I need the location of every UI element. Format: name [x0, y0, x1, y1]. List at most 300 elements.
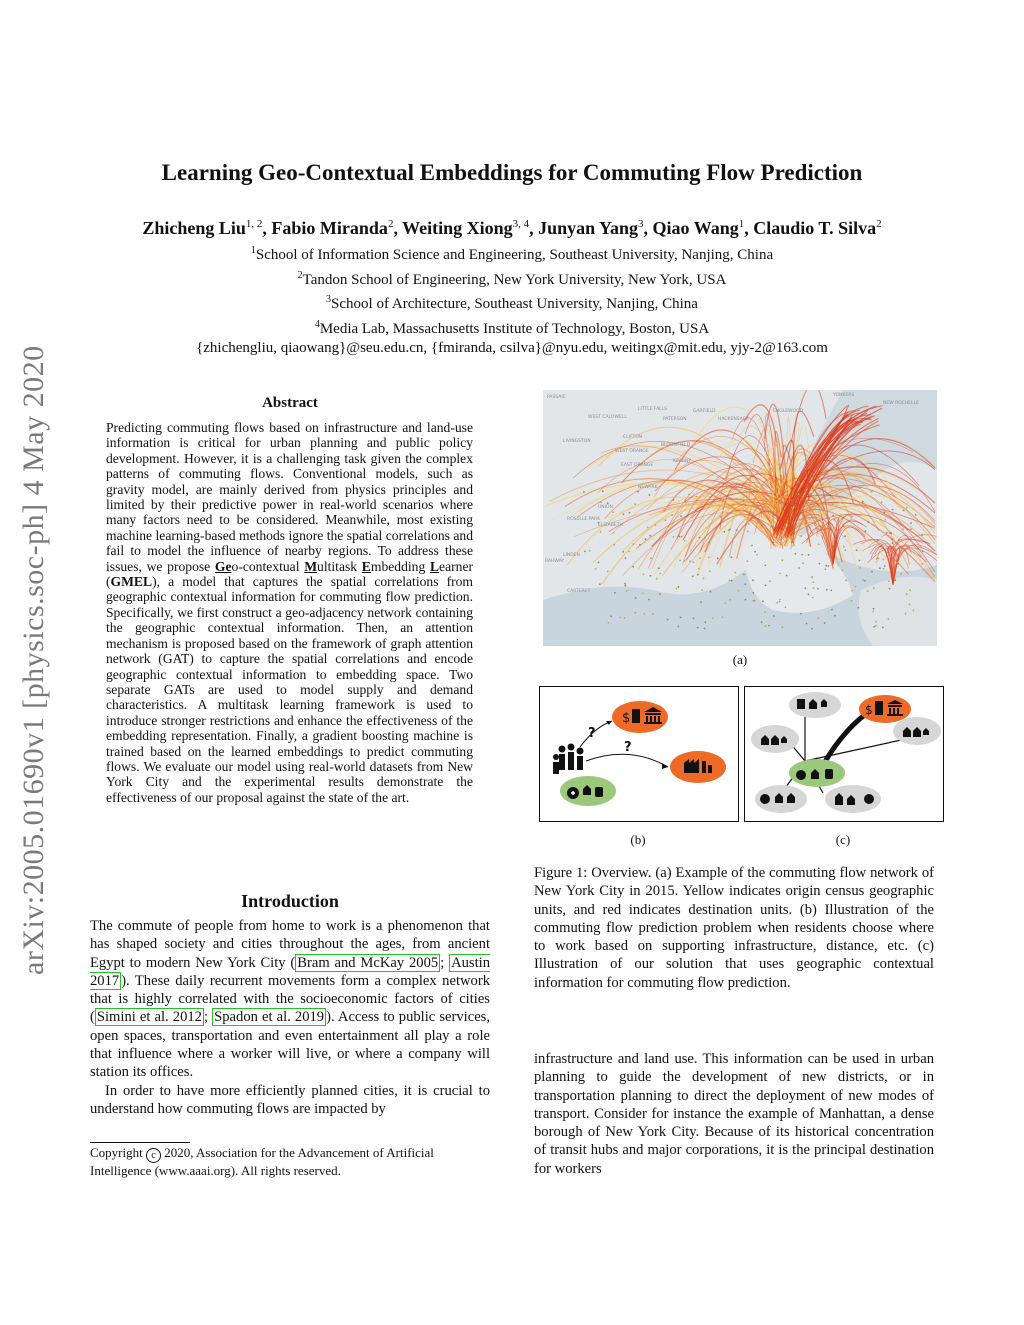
- census-unit-dot: [736, 529, 738, 531]
- census-unit-dot: [842, 502, 844, 504]
- census-unit-dot: [872, 611, 874, 613]
- census-unit-dot: [753, 600, 755, 602]
- census-unit-dot: [634, 503, 636, 505]
- census-unit-dot: [875, 621, 877, 623]
- census-unit-dot: [844, 549, 846, 551]
- census-unit-dot: [888, 552, 890, 554]
- census-unit-dot: [643, 574, 645, 576]
- map-place-label: CLIFTON: [623, 435, 643, 440]
- census-unit-dot: [879, 567, 881, 569]
- intro-text-part: ). These daily recurrent movements form a complex network that is highly correlated with the socioeconomic factors of cities (: [90, 972, 490, 1026]
- census-unit-dot: [867, 590, 869, 592]
- census-unit-dot: [888, 580, 890, 582]
- census-unit-dot: [613, 532, 615, 534]
- author-name: Qiao Wang: [652, 218, 739, 238]
- census-unit-dot: [607, 571, 609, 573]
- census-unit-dot: [877, 540, 879, 542]
- model-acronym: GMEL: [110, 574, 153, 590]
- census-unit-dot: [745, 504, 747, 506]
- census-unit-dot: [608, 622, 610, 624]
- census-unit-dot: [642, 592, 644, 594]
- census-unit-dot: [881, 501, 883, 503]
- census-unit-dot: [873, 608, 875, 610]
- census-unit-dot: [817, 588, 819, 590]
- map-place-label: UNION: [598, 505, 613, 510]
- census-unit-dot: [700, 601, 702, 603]
- census-unit-dot: [652, 613, 654, 615]
- census-unit-dot: [748, 523, 750, 525]
- hospital-icon: [796, 770, 806, 780]
- census-unit-dot: [689, 561, 691, 563]
- affiliation-text: School of Architecture, Southeast University, Nanjing, China: [331, 296, 698, 312]
- census-unit-dot: [658, 567, 660, 569]
- right-column-text: infrastructure and land use. This information can be used in urban planning to guide the development of new districts, or in transportation planning to direct the deployment of new modes of transport. Consider for instance the example of Manhattan, a dense borough of New York City. Because of its historical concentration of transit hubs and major corporations, it is the principal destination for workers: [534, 1051, 934, 1177]
- census-unit-dot: [764, 564, 766, 566]
- census-unit-dot: [589, 550, 591, 552]
- census-unit-dot: [756, 554, 758, 556]
- intro-text-part: The commute of people from home to work is a phenomenon that has shaped society and cities throughout the ages, from ancient Egypt to modern New York City (: [90, 918, 490, 971]
- census-unit-dot: [896, 562, 898, 564]
- affiliation-line: [60, 241, 964, 266]
- hospital-icon: [760, 794, 770, 804]
- figure-caption: Figure 1: Overview. (a) Example of the commuting flow network of New York City in 2015. Yellow indicates origin census geographic units, and red indicates destination units. (b) Illustration of the commuting flow prediction problem when residents choose where to work based on supporting infrastructure, distance, etc. (c) Illustration of our solution that uses geographic contextual information for commuting flow prediction.: [534, 865, 934, 991]
- author-affiliation-index: 3: [638, 218, 644, 230]
- census-unit-dot: [859, 567, 861, 569]
- census-unit-dot: [862, 579, 864, 581]
- footnote-divider: [90, 1142, 190, 1143]
- census-unit-dot: [871, 571, 873, 573]
- census-unit-dot: [891, 538, 893, 540]
- census-unit-dot: [583, 491, 585, 493]
- affiliation-line: [60, 266, 964, 291]
- census-unit-dot: [857, 607, 859, 609]
- census-unit-dot: [850, 517, 852, 519]
- intro-text-part: ). Access to public services, open spaces, transportation and even entertainment all play a role that influence where a worker will live, or where a company will station its offices.: [90, 1009, 490, 1081]
- author-affiliation-index: 1, 2: [245, 218, 263, 230]
- census-unit-dot: [781, 501, 783, 503]
- census-unit-dot: [769, 580, 771, 582]
- figure-label-a: (a): [732, 652, 748, 667]
- census-unit-dot: [667, 619, 669, 621]
- census-unit-dot: [902, 528, 904, 530]
- census-unit-dot: [892, 542, 894, 544]
- author-emails: {zhichengliu, qiaowang}@seu.edu.cn, {fmiranda, csilva}@nyu.edu, weitingx@mit.edu, yjy-2@163.com: [196, 340, 828, 356]
- copyright-footnote: [90, 1145, 490, 1179]
- census-unit-dot: [622, 551, 624, 553]
- census-unit-dot: [842, 569, 844, 571]
- census-unit-dot: [768, 625, 770, 627]
- census-unit-dot: [898, 539, 900, 541]
- census-unit-dot: [655, 524, 657, 526]
- citation-link[interactable]: Austin 2017: [90, 954, 491, 989]
- census-unit-dot: [650, 575, 652, 577]
- citation-link[interactable]: Simini et al. 2012: [96, 1009, 202, 1026]
- census-unit-dot: [665, 519, 667, 521]
- affiliation-text: Media Lab, Massachusetts Institute of Technology, Boston, USA: [319, 320, 710, 337]
- census-unit-dot: [829, 518, 831, 520]
- dollar-sign-icon: $: [865, 703, 873, 717]
- census-unit-dot: [792, 541, 794, 543]
- census-unit-dot: [888, 618, 890, 620]
- census-unit-dot: [779, 573, 781, 575]
- census-unit-dot: [614, 592, 616, 594]
- census-unit-dot: [882, 626, 884, 628]
- dollar-sign-icon: $: [622, 711, 631, 726]
- census-unit-dot: [672, 499, 674, 501]
- census-unit-dot: [629, 512, 631, 514]
- census-unit-dot: [921, 563, 923, 565]
- census-unit-dot: [598, 562, 600, 564]
- census-unit-dot: [730, 556, 732, 558]
- census-unit-dot: [851, 600, 853, 602]
- citation-link[interactable]: Bram and McKay 2005: [297, 954, 439, 971]
- census-unit-dot: [873, 587, 875, 589]
- census-unit-dot: [761, 621, 763, 623]
- census-unit-dot: [624, 583, 626, 585]
- census-unit-dot: [765, 584, 767, 586]
- census-unit-dot: [811, 576, 813, 578]
- census-unit-dot: [680, 515, 682, 517]
- census-unit-dot: [851, 590, 853, 592]
- intro-paragraph: In order to have more efficiently planned cities, it is crucial to understand how commuting flows are impacted by: [90, 1082, 490, 1117]
- flow-map-canvas: [543, 390, 937, 646]
- census-unit-dot: [678, 626, 680, 628]
- census-unit-dot: [623, 513, 625, 515]
- census-unit-dot: [897, 563, 899, 565]
- census-unit-dot: [717, 558, 719, 560]
- census-unit-dot: [776, 602, 778, 604]
- census-unit-dot: [882, 559, 884, 561]
- hospital-icon: [864, 794, 874, 804]
- census-unit-dot: [859, 560, 861, 562]
- census-unit-dot: [910, 528, 912, 530]
- introduction-text: [90, 917, 490, 1118]
- census-unit-dot: [744, 583, 746, 585]
- census-unit-dot: [785, 606, 787, 608]
- census-unit-dot: [878, 558, 880, 560]
- census-unit-dot: [613, 544, 615, 546]
- census-unit-dot: [625, 557, 627, 559]
- map-place-label: WEST ORANGE: [615, 449, 649, 454]
- affiliation-line: [60, 315, 964, 340]
- census-unit-dot: [729, 599, 731, 601]
- question-mark-icon: ?: [588, 726, 596, 741]
- census-unit-dot: [813, 581, 815, 583]
- census-unit-dot: [802, 562, 804, 564]
- census-unit-dot: [834, 518, 836, 520]
- census-unit-dot: [619, 617, 621, 619]
- census-unit-dot: [795, 523, 797, 525]
- census-unit-dot: [680, 616, 682, 618]
- census-unit-dot: [817, 617, 819, 619]
- copyright-symbol: c: [146, 1148, 161, 1163]
- census-unit-dot: [906, 593, 908, 595]
- citation-separator: ;: [203, 1009, 213, 1026]
- census-unit-dot: [829, 525, 831, 527]
- acronym-letter: L: [429, 558, 440, 574]
- map-place-label: LIVINGSTON: [563, 439, 591, 444]
- census-unit-dot: [635, 597, 637, 599]
- census-unit-dot: [659, 573, 661, 575]
- commuting-flow-map: [543, 390, 937, 646]
- census-unit-dot: [610, 615, 612, 617]
- census-unit-dot: [894, 579, 896, 581]
- census-unit-dot: [808, 594, 810, 596]
- census-unit-dot: [825, 565, 827, 567]
- census-unit-dot: [819, 563, 821, 565]
- census-unit-dot: [921, 534, 923, 536]
- census-unit-dot: [790, 499, 792, 501]
- census-unit-dot: [905, 613, 907, 615]
- map-place-label: BLOOMFIELD: [661, 443, 691, 448]
- census-unit-dot: [625, 585, 627, 587]
- author-name: Fabio Miranda: [271, 218, 388, 238]
- census-unit-dot: [876, 558, 878, 560]
- arxiv-stamp: arXiv:2005.01690v1 [physics.soc-ph] 4 May 2020: [17, 345, 50, 975]
- census-unit-dot: [624, 617, 626, 619]
- author-list: Zhicheng Liu$^{1, 2}$, Fabio Miranda$^2$, Weiting Xiong$^{3, 4}$, Junyan Yang$^3$, Qiao Wang$^1$, Claudio T. Silva$^2$: [142, 218, 882, 238]
- census-unit-dot: [781, 506, 783, 508]
- census-unit-dot: [612, 511, 614, 513]
- census-unit-dot: [779, 599, 781, 601]
- census-unit-dot: [599, 583, 601, 585]
- census-unit-dot: [801, 554, 803, 556]
- census-unit-dot: [722, 616, 724, 618]
- map-place-label: WEST CALDWELL: [588, 415, 627, 420]
- census-unit-dot: [873, 524, 875, 526]
- question-mark-icon: ?: [624, 740, 632, 755]
- census-unit-dot: [862, 501, 864, 503]
- census-unit-dot: [659, 593, 661, 595]
- map-place-label: CARTERET: [567, 589, 591, 594]
- census-unit-dot: [628, 551, 630, 553]
- census-unit-dot: [909, 589, 911, 591]
- census-unit-dot: [883, 568, 885, 570]
- map-place-label: RAHWAY: [545, 559, 565, 564]
- census-unit-dot: [782, 626, 784, 628]
- census-unit-dot: [779, 601, 781, 603]
- census-unit-dot: [884, 512, 886, 514]
- acronym-letter: E: [361, 558, 371, 574]
- census-unit-dot: [782, 559, 784, 561]
- census-unit-dot: [697, 627, 699, 629]
- census-unit-dot: [723, 531, 725, 533]
- census-unit-dot: [743, 500, 745, 502]
- census-unit-dot: [703, 578, 705, 580]
- train-icon: [825, 769, 833, 779]
- census-unit-dot: [753, 498, 755, 500]
- census-unit-dot: [735, 572, 737, 574]
- census-unit-dot: [834, 615, 836, 617]
- census-unit-dot: [692, 575, 694, 577]
- abstract-text: [106, 420, 473, 805]
- abstract-part: mbedding: [370, 558, 430, 574]
- land-long-island: [859, 577, 937, 646]
- author-name: Zhicheng Liu: [142, 218, 246, 238]
- office-building-icon: [875, 701, 883, 715]
- census-unit-dot: [886, 532, 888, 534]
- map-place-label: LITTLE FALLS: [638, 407, 668, 412]
- census-unit-dot: [671, 514, 673, 516]
- census-unit-dot: [712, 617, 714, 619]
- census-unit-dot: [645, 538, 647, 540]
- census-unit-dot: [684, 540, 686, 542]
- census-unit-dot: [708, 556, 710, 558]
- census-unit-dot: [791, 507, 793, 509]
- census-unit-dot: [922, 550, 924, 552]
- census-unit-dot: [884, 519, 886, 521]
- paper-title: Learning Geo-Contextual Embeddings for Commuting Flow Prediction: [161, 160, 863, 185]
- census-unit-dot: [798, 493, 800, 495]
- census-unit-dot: [632, 566, 634, 568]
- census-unit-dot: [649, 535, 651, 537]
- census-unit-dot: [752, 579, 754, 581]
- problem-illustration-canvas: [540, 687, 738, 821]
- flow-arrow-right: [586, 754, 668, 767]
- census-unit-dot: [873, 626, 875, 628]
- census-unit-dot: [842, 524, 844, 526]
- census-unit-dot: [812, 597, 814, 599]
- census-unit-dot: [697, 574, 699, 576]
- census-unit-dot: [864, 580, 866, 582]
- census-unit-dot: [806, 623, 808, 625]
- author-name: Junyan Yang: [538, 218, 639, 238]
- census-unit-dot: [647, 527, 649, 529]
- census-unit-dot: [724, 602, 726, 604]
- census-unit-dot: [637, 491, 639, 493]
- census-unit-dot: [684, 500, 686, 502]
- map-place-label: ELIZABETH: [598, 523, 623, 528]
- affiliation-index: 3: [326, 294, 332, 305]
- affiliation-text: School of Information Science and Engineering, Southeast University, Nanjing, China: [255, 247, 774, 263]
- census-unit-dot: [765, 625, 767, 627]
- census-unit-dot: [808, 554, 810, 556]
- map-place-label: GARFIELD: [693, 409, 716, 414]
- census-unit-dot: [639, 544, 641, 546]
- abstract-part: ), a model that captures the spatial correlations from geographic contextual information for commuting flow prediction. Specifically, we first construct a geo-adjacency network containing the geographic contextual information. Then, an attention mechanism is proposed based on the framework of graph attention network (GAT) to capture the spatial correlations and encode geographic contextual information to embedding space. Two separate GATs are used to model supply and demand characteristics. A multitask learning framework is used to introduce stronger restrictions and enhance the effectiveness of the embedding representation. Finally, a gradient boosting machine is trained based on the learned embeddings to predict commuting flows. We evaluate our model using real-world datasets from New York City and the experimental results demonstrate the effectiveness of our proposal against the state of the art.: [106, 574, 473, 805]
- census-unit-dot: [771, 526, 773, 528]
- abstract-heading: Abstract: [262, 395, 318, 411]
- census-unit-dot: [890, 532, 892, 534]
- census-unit-dot: [804, 587, 806, 589]
- census-unit-dot: [698, 568, 700, 570]
- solution-illustration-canvas: [745, 687, 943, 821]
- author-affiliation-index: 2: [876, 218, 882, 230]
- census-unit-dot: [903, 510, 905, 512]
- census-unit-dot: [745, 599, 747, 601]
- map-place-label: YONKERS: [833, 393, 855, 398]
- census-unit-dot: [917, 548, 919, 550]
- census-unit-dot: [764, 611, 766, 613]
- census-unit-dot: [832, 503, 834, 505]
- census-unit-dot: [679, 560, 681, 562]
- acronym-letter: Ge: [214, 558, 232, 574]
- census-unit-dot: [747, 531, 749, 533]
- census-unit-dot: [678, 586, 680, 588]
- census-unit-dot: [818, 514, 820, 516]
- census-unit-dot: [762, 600, 764, 602]
- census-unit-dot: [679, 536, 681, 538]
- census-unit-dot: [892, 509, 894, 511]
- census-unit-dot: [915, 514, 917, 516]
- census-unit-dot: [739, 499, 741, 501]
- census-unit-dot: [732, 538, 734, 540]
- census-unit-dot: [844, 516, 846, 518]
- census-unit-dot: [704, 621, 706, 623]
- map-place-label: KEARNY: [673, 459, 692, 464]
- affiliation-text: Tandon School of Engineering, New York University, New York, USA: [302, 271, 727, 288]
- figure-label-c: (c): [835, 832, 851, 847]
- intro-paragraph: [90, 917, 490, 1082]
- solution-illustration: [744, 686, 944, 822]
- census-unit-dot: [811, 628, 813, 630]
- census-unit-dot: [752, 592, 754, 594]
- census-unit-dot: [824, 622, 826, 624]
- census-unit-dot: [795, 553, 797, 555]
- map-place-label: HACKENSACK: [718, 417, 749, 422]
- census-unit-dot: [910, 522, 912, 524]
- census-unit-dot: [650, 557, 652, 559]
- abstract-part: ultitask: [317, 558, 362, 574]
- census-unit-dot: [864, 530, 866, 532]
- census-unit-dot: [818, 543, 820, 545]
- census-unit-dot: [632, 543, 634, 545]
- map-place-label: EAST ORANGE: [621, 463, 654, 468]
- census-unit-dot: [757, 505, 759, 507]
- census-unit-dot: [773, 542, 775, 544]
- map-place-label: NEW ROCHELLE: [883, 401, 919, 406]
- census-unit-dot: [731, 580, 733, 582]
- abstract-part: Predicting commuting flows based on infrastructure and land-use information is critical for urban planning and public policy development. However, it is a challenging task given the complex patterns of commuting flows. Conventional models, such as gravity model, are mainly derived from physics principles and limited by their predictive power in real-world scenarios where many factors need to be considered. Meanwhile, most existing machine learning-based methods ignore the spatial correlations and fail to model the influence of nearby regions. To address these issues, we propose: [106, 420, 473, 574]
- census-unit-dot: [845, 579, 847, 581]
- author-name: Weiting Xiong: [402, 218, 513, 238]
- census-unit-dot: [684, 560, 686, 562]
- census-unit-dot: [696, 496, 698, 498]
- affiliation-line: [60, 290, 964, 315]
- census-unit-dot: [648, 599, 650, 601]
- census-unit-dot: [813, 587, 815, 589]
- census-unit-dot: [729, 580, 731, 582]
- census-unit-dot: [827, 565, 829, 567]
- census-unit-dot: [668, 526, 670, 528]
- census-unit-dot: [753, 504, 755, 506]
- abstract-part: o-contextual: [231, 558, 305, 574]
- census-unit-dot: [856, 549, 858, 551]
- census-unit-dot: [843, 546, 845, 548]
- map-place-label: PATERSON: [663, 417, 687, 422]
- abstract-part: earner (: [106, 558, 473, 590]
- census-unit-dot: [649, 494, 651, 496]
- census-unit-dot: [600, 531, 602, 533]
- map-place-label: ROSELLE PARK: [567, 517, 601, 522]
- footnote-text: Copyright: [90, 1145, 146, 1160]
- census-unit-dot: [738, 590, 740, 592]
- train-icon: [595, 787, 603, 797]
- census-unit-dot: [884, 565, 886, 567]
- census-unit-dot: [833, 546, 835, 548]
- office-building-icon: [632, 709, 640, 723]
- affiliation-list: [60, 241, 964, 359]
- citation-link[interactable]: Spadon et al. 2019: [214, 1009, 325, 1026]
- census-unit-dot: [688, 494, 690, 496]
- census-unit-dot: [834, 539, 836, 541]
- residents-icon: [553, 744, 584, 775]
- census-unit-dot: [699, 557, 701, 559]
- author-affiliation-index: 2: [387, 218, 394, 230]
- map-place-label: ENGLEWOOD: [773, 409, 804, 414]
- problem-illustration: [539, 686, 739, 822]
- census-unit-dot: [719, 516, 721, 518]
